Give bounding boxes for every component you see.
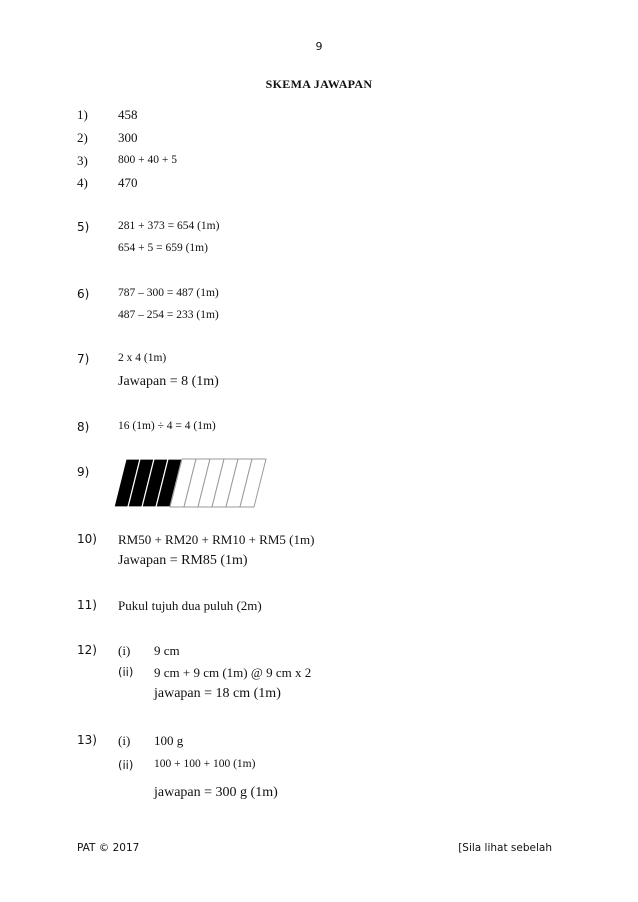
question-5-line-1: 281 + 373 = 654 (1m) bbox=[118, 220, 220, 232]
question-4-number: 4) bbox=[77, 175, 88, 190]
footer-next-page: [Sila lihat sebelah bbox=[458, 842, 552, 854]
question-8-number: 8) bbox=[77, 420, 90, 434]
question-1-answer: 458 bbox=[118, 107, 138, 122]
question-11-line-1: Pukul tujuh dua puluh (2m) bbox=[118, 598, 262, 613]
question-10-line-2: Jawapan = RM85 (1m) bbox=[118, 553, 248, 568]
question-13-part-i-label: (i) bbox=[118, 733, 131, 748]
question-13-part-i-answer: 100 g bbox=[154, 733, 184, 748]
question-10-number: 10) bbox=[77, 532, 97, 546]
question-5-number: 5) bbox=[77, 220, 90, 234]
question-9-number: 9) bbox=[77, 465, 90, 479]
question-8-line-1: 16 (1m) ÷ 4 = 4 (1m) bbox=[118, 420, 216, 432]
question-11-number: 11) bbox=[77, 598, 97, 612]
question-7-line-1: 2 x 4 (1m) bbox=[118, 352, 167, 364]
question-13-part-ii-label: (ii) bbox=[118, 758, 134, 772]
question-13-part-ii-result: jawapan = 300 g (1m) bbox=[154, 785, 278, 800]
question-6-line-1: 787 – 300 = 487 (1m) bbox=[118, 287, 219, 299]
question-6-number: 6) bbox=[77, 287, 90, 301]
question-5-line-2: 654 + 5 = 659 (1m) bbox=[118, 242, 208, 254]
question-13-part-ii-answer: 100 + 100 + 100 (1m) bbox=[154, 758, 256, 770]
question-13-number: 13) bbox=[77, 733, 97, 747]
fraction-diagram bbox=[112, 455, 270, 511]
question-1-number: 1) bbox=[77, 107, 88, 122]
question-12-number: 12) bbox=[77, 643, 97, 657]
question-7-line-2: Jawapan = 8 (1m) bbox=[118, 374, 219, 389]
question-12-part-ii-result: jawapan = 18 cm (1m) bbox=[154, 686, 281, 701]
page-title: SKEMA JAWAPAN bbox=[265, 77, 373, 91]
question-2-answer: 300 bbox=[118, 130, 138, 145]
footer-copyright: PAT © 2017 bbox=[77, 842, 140, 854]
question-10-line-1: RM50 + RM20 + RM10 + RM5 (1m) bbox=[118, 532, 315, 547]
question-12-part-i-answer: 9 cm bbox=[154, 643, 180, 658]
question-6-line-2: 487 – 254 = 233 (1m) bbox=[118, 309, 219, 321]
question-3-number: 3) bbox=[77, 153, 88, 168]
question-7-number: 7) bbox=[77, 352, 90, 366]
page-number: 9 bbox=[315, 40, 323, 53]
question-4-answer: 470 bbox=[118, 175, 138, 190]
question-12-part-ii-answer: 9 cm + 9 cm (1m) @ 9 cm x 2 bbox=[154, 665, 312, 680]
question-12-part-ii-label: (ii) bbox=[118, 665, 134, 679]
question-2-number: 2) bbox=[77, 130, 88, 145]
question-12-part-i-label: (i) bbox=[118, 643, 131, 658]
question-3-answer: 800 + 40 + 5 bbox=[118, 154, 177, 166]
